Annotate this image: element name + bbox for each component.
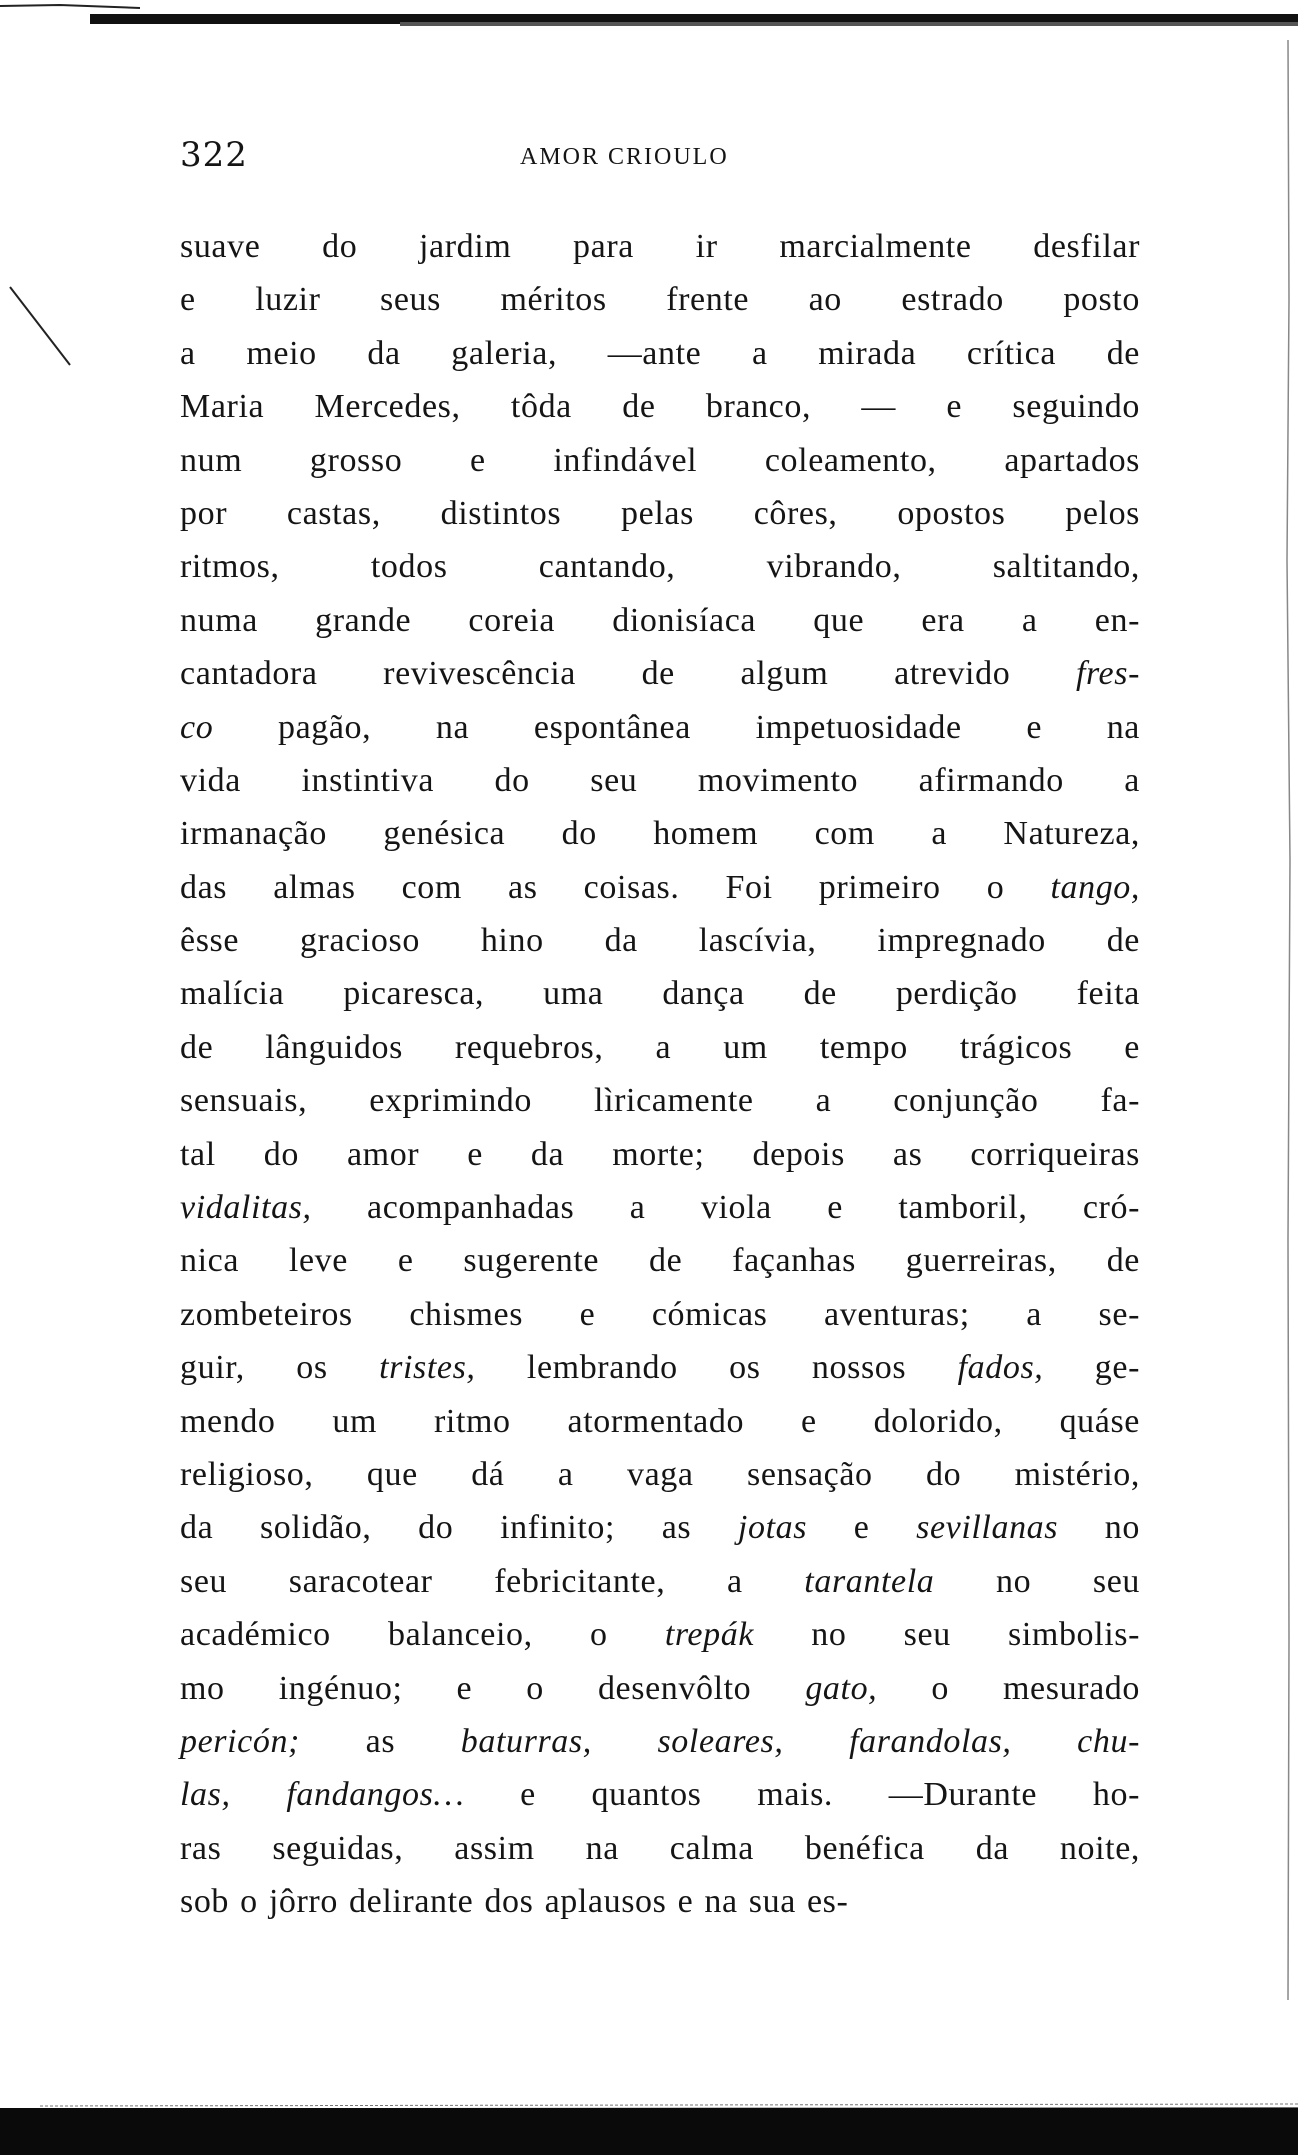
- text-line: [180, 1662, 1140, 1715]
- text-line: [180, 1128, 1140, 1181]
- text-line: [180, 1181, 1140, 1234]
- text-segment: ge-: [1043, 1349, 1140, 1387]
- body-text: [180, 220, 1140, 1929]
- text-segment: sob o jôrro delirante dos aplausos e na sua es-: [180, 1883, 849, 1921]
- text-line: [180, 1341, 1140, 1394]
- italic-text: fres-: [1075, 655, 1140, 693]
- text-segment: Maria Mercedes, tôda de branco, — e seguindo: [180, 388, 1140, 426]
- text-segment: vida instintiva do seu movimento afirmando a: [180, 761, 1140, 799]
- italic-text: fados,: [957, 1349, 1044, 1387]
- text-segment: malícia picaresca, uma dança de perdição feita: [180, 975, 1140, 1013]
- text-line: [180, 594, 1140, 647]
- text-segment: e quantos mais. —Durante ho-: [464, 1776, 1140, 1814]
- text-line: [180, 967, 1140, 1020]
- text-line: [180, 434, 1140, 487]
- italic-text: gato,: [805, 1669, 878, 1707]
- text-segment: religioso, que dá a vaga sensação do mistério,: [180, 1455, 1140, 1493]
- running-head: [180, 135, 1140, 175]
- text-segment: no seu: [934, 1562, 1140, 1600]
- running-title: AMOR CRIOULO: [520, 144, 729, 170]
- text-segment: pagão, na espontânea impetuosidade e na: [213, 708, 1140, 746]
- text-segment: ras seguidas, assim na calma benéfica da noite,: [180, 1829, 1140, 1867]
- text-line: [180, 220, 1140, 273]
- text-line: [180, 1715, 1140, 1768]
- text-segment: ritmos, todos cantando, vibrando, saltitando,: [180, 548, 1140, 586]
- text-line: [180, 487, 1140, 540]
- text-line: [180, 701, 1140, 754]
- top-border-rule: [0, 0, 1298, 40]
- text-segment: o mesurado: [877, 1669, 1140, 1707]
- text-line: [180, 1074, 1140, 1127]
- text-segment: lembrando os nossos: [475, 1349, 958, 1387]
- text-segment: da solidão, do infinito; as: [180, 1509, 738, 1547]
- text-segment: seu saracotear febricitante, a: [180, 1562, 805, 1600]
- text-line: [180, 914, 1140, 967]
- text-segment: de lânguidos requebros, a um tempo trágicos e: [180, 1028, 1140, 1066]
- italic-text: baturras, soleares, farandolas, chu-: [460, 1722, 1140, 1760]
- italic-text: pericón;: [180, 1722, 300, 1760]
- italic-text: tango,: [1050, 868, 1140, 906]
- text-segment: irmanação genésica do homem com a Natureza,: [180, 815, 1140, 853]
- text-segment: sensuais, exprimindo lìricamente a conjunção fa-: [180, 1082, 1140, 1120]
- text-line: [180, 861, 1140, 914]
- text-segment: das almas com as coisas. Foi primeiro o: [180, 868, 1051, 906]
- text-line: [180, 327, 1140, 380]
- italic-text: sevillanas: [916, 1509, 1059, 1547]
- text-line: [180, 1768, 1140, 1821]
- bottom-border-bar: [0, 2108, 1298, 2155]
- italic-text: co: [180, 708, 214, 746]
- italic-text: tristes,: [379, 1349, 476, 1387]
- text-line: [180, 273, 1140, 326]
- text-line: [180, 1875, 1140, 1928]
- italic-text: tarantela: [804, 1562, 935, 1600]
- text-line: [180, 1608, 1140, 1661]
- page-number: 322: [180, 135, 248, 175]
- margin-stroke-mark: [8, 285, 78, 370]
- text-segment: e: [807, 1509, 917, 1547]
- text-segment: numa grande coreia dionisíaca que era a en-: [180, 601, 1140, 639]
- text-segment: mendo um ritmo atormentado e dolorido, quáse: [180, 1402, 1140, 1440]
- italic-text: trepák: [664, 1616, 755, 1654]
- text-line: [180, 1021, 1140, 1074]
- text-segment: guir, os: [180, 1349, 380, 1387]
- text-line: [180, 1501, 1140, 1554]
- text-segment: no: [1058, 1509, 1140, 1547]
- text-line: [180, 380, 1140, 433]
- text-line: [180, 1395, 1140, 1448]
- text-line: [180, 1448, 1140, 1501]
- text-segment: acompanhadas a viola e tamboril, cró-: [311, 1189, 1140, 1227]
- text-line: [180, 540, 1140, 593]
- text-segment: académico balanceio, o: [180, 1616, 665, 1654]
- right-page-edge: [1278, 40, 1298, 2000]
- text-line: [180, 1822, 1140, 1875]
- text-segment: no seu simbolis-: [754, 1616, 1141, 1654]
- text-segment: as: [299, 1722, 461, 1760]
- text-line: [180, 647, 1140, 700]
- text-line: [180, 1555, 1140, 1608]
- text-segment: cantadora revivescência de algum atrevido: [180, 655, 1076, 693]
- text-segment: nica leve e sugerente de façanhas guerreiras, de: [180, 1242, 1140, 1280]
- text-line: [180, 1288, 1140, 1341]
- text-line: [180, 754, 1140, 807]
- italic-text: jotas: [737, 1509, 808, 1547]
- text-segment: êsse gracioso hino da lascívia, impregnado de: [180, 922, 1140, 960]
- italic-text: las, fandangos…: [180, 1776, 465, 1814]
- text-line: [180, 807, 1140, 860]
- text-line: [180, 1234, 1140, 1287]
- text-segment: tal do amor e da morte; depois as corriqueiras: [180, 1135, 1140, 1173]
- text-segment: a meio da galeria, —ante a mirada crítica de: [180, 334, 1140, 372]
- italic-text: vidalitas,: [180, 1189, 312, 1227]
- text-segment: por castas, distintos pelas côres, opostos pelos: [180, 494, 1140, 532]
- text-segment: suave do jardim para ir marcialmente desfilar: [180, 228, 1140, 265]
- text-segment: num grosso e infindável coleamento, apartados: [180, 441, 1140, 479]
- text-segment: e luzir seus méritos frente ao estrado posto: [180, 281, 1140, 319]
- text-segment: zombeteiros chismes e cómicas aventuras; a se-: [180, 1295, 1140, 1333]
- text-segment: mo ingénuo; e o desenvôlto: [180, 1669, 806, 1707]
